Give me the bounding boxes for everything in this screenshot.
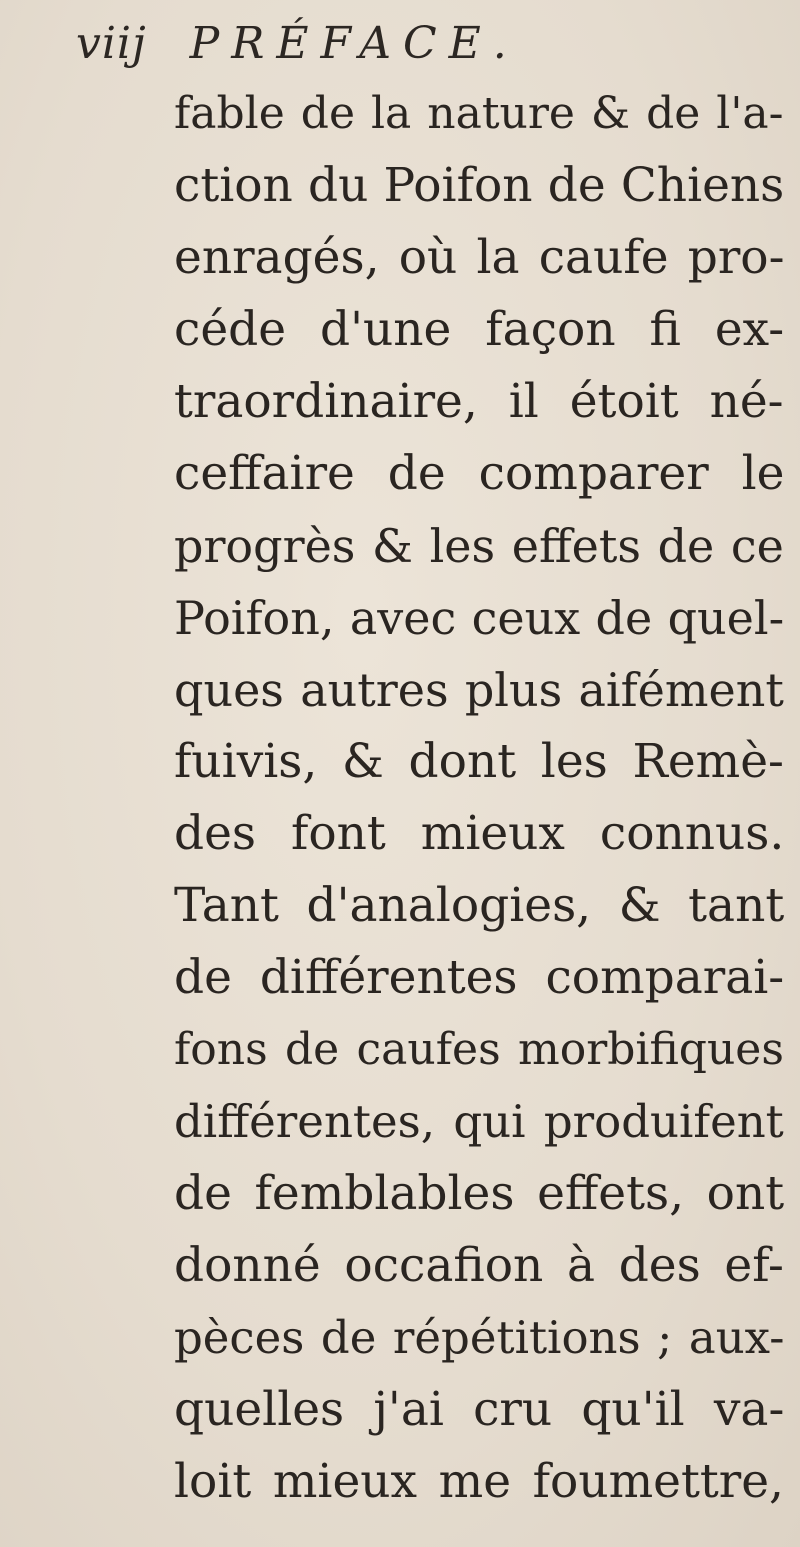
text-line: Tant d'analogies, & tant (174, 878, 785, 933)
text-line: pèces de répétitions ; aux- (174, 1311, 785, 1364)
text-line: des font mieux connus. (174, 806, 785, 861)
text-line: de femblables effets, ont (174, 1166, 785, 1221)
page-header (76, 18, 519, 69)
text-line: Poifon, avec ceux de quel- (174, 591, 785, 645)
text-line: quelles j'ai cru qu'il va- (174, 1382, 785, 1437)
text-line: ceffaire de comparer le (174, 446, 785, 501)
text-line: de différentes comparai- (174, 950, 785, 1005)
text-line: traordinaire, il étoit né- (174, 374, 784, 429)
text-line: loit mieux me foumettre, (174, 1454, 784, 1509)
text-line: ction du Poifon de Chiens (174, 158, 785, 213)
running-title: PRÉFACE. (189, 18, 519, 69)
text-line: céde d'une façon fi ex- (174, 302, 785, 357)
text-line: différentes, qui produifent (174, 1095, 784, 1148)
text-line: ques autres plus aifément (174, 663, 784, 717)
text-line: fable de la nature & de l'a- (174, 88, 784, 139)
page-number: viij (76, 18, 147, 69)
text-line: donné occafion à des ef- (174, 1238, 784, 1293)
text-line: progrès & les effets de ce (174, 519, 784, 573)
text-line: fuivis, & dont les Remè- (174, 734, 784, 789)
text-line: enragés, où la caufe pro- (174, 230, 785, 285)
text-line: fons de caufes morbifiques (174, 1024, 784, 1075)
